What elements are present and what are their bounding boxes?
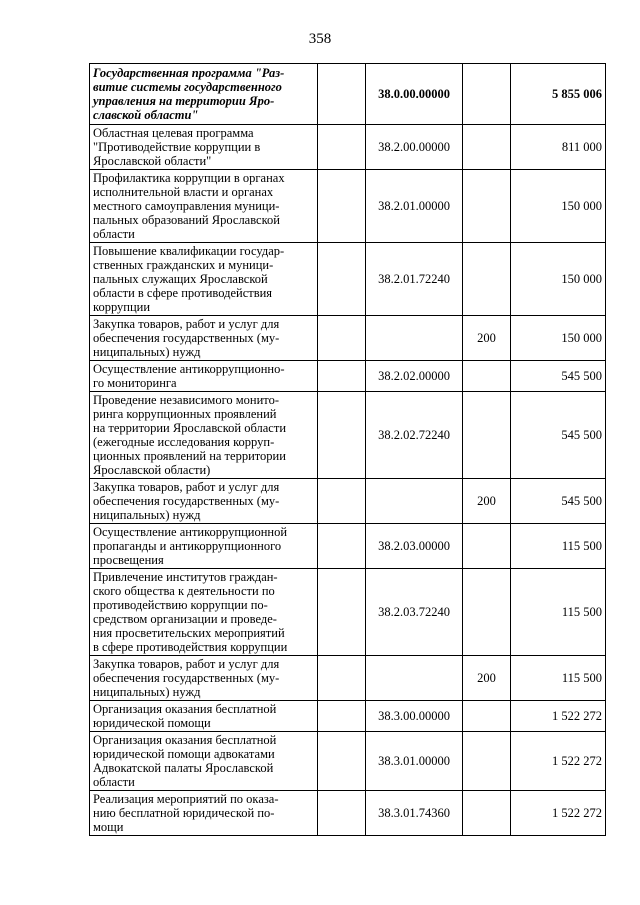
table-row <box>90 64 606 125</box>
row-name-cell: Проведение независимого монито- ринга коррупционных проявлений на территории Ярославской области (ежегодные исследования корруп- ционных проявлений на территории Ярославской области) <box>90 392 318 479</box>
row-subsection-cell <box>318 479 366 524</box>
table-row <box>90 125 606 170</box>
row-subsection-cell <box>318 392 366 479</box>
row-expense-type-cell: 200 <box>463 656 511 701</box>
row-expense-type-cell <box>463 64 511 125</box>
row-name-cell: Государственная программа "Раз- витие системы государственного управления на территории Яро- славской области" <box>90 64 318 125</box>
row-subsection-cell <box>318 732 366 791</box>
row-code-cell: 38.0.00.00000 <box>366 64 463 125</box>
row-name-cell: Организация оказания бесплатной юридической помощи адвокатами Адвокатской палаты Ярославской области <box>90 732 318 791</box>
row-amount-cell: 5 855 006 <box>511 64 606 125</box>
row-subsection-cell <box>318 170 366 243</box>
budget-table <box>89 63 606 836</box>
row-expense-type-cell <box>463 524 511 569</box>
table-row <box>90 316 606 361</box>
row-subsection-cell <box>318 316 366 361</box>
table-row <box>90 701 606 732</box>
row-expense-type-cell <box>463 732 511 791</box>
row-code-cell: 38.3.01.74360 <box>366 791 463 836</box>
row-code-cell: 38.2.02.00000 <box>366 361 463 392</box>
row-expense-type-cell <box>463 361 511 392</box>
row-subsection-cell <box>318 64 366 125</box>
row-code-cell <box>366 656 463 701</box>
row-subsection-cell <box>318 701 366 732</box>
table-row <box>90 524 606 569</box>
row-amount-cell: 545 500 <box>511 392 606 479</box>
table-row <box>90 656 606 701</box>
row-amount-cell: 115 500 <box>511 656 606 701</box>
row-amount-cell: 1 522 272 <box>511 701 606 732</box>
row-name-cell: Закупка товаров, работ и услуг для обеспечения государственных (му- ниципальных) нужд <box>90 479 318 524</box>
row-expense-type-cell <box>463 701 511 732</box>
row-subsection-cell <box>318 243 366 316</box>
table-row <box>90 361 606 392</box>
row-code-cell: 38.3.00.00000 <box>366 701 463 732</box>
row-expense-type-cell <box>463 392 511 479</box>
row-code-cell: 38.2.02.72240 <box>366 392 463 479</box>
table-row <box>90 392 606 479</box>
row-amount-cell: 115 500 <box>511 569 606 656</box>
table-row <box>90 479 606 524</box>
page-number: 358 <box>308 31 332 47</box>
row-code-cell: 38.3.01.00000 <box>366 732 463 791</box>
row-amount-cell: 115 500 <box>511 524 606 569</box>
row-code-cell <box>366 316 463 361</box>
row-expense-type-cell: 200 <box>463 479 511 524</box>
row-amount-cell: 811 000 <box>511 125 606 170</box>
row-subsection-cell <box>318 569 366 656</box>
row-code-cell: 38.2.01.72240 <box>366 243 463 316</box>
row-expense-type-cell <box>463 569 511 656</box>
row-expense-type-cell: 200 <box>463 316 511 361</box>
row-amount-cell: 150 000 <box>511 170 606 243</box>
row-amount-cell: 1 522 272 <box>511 791 606 836</box>
row-name-cell: Повышение квалификации государ- ственных гражданских и муници- пальных служащих Ярославской области в сфере противодействия коррупции <box>90 243 318 316</box>
row-subsection-cell <box>318 656 366 701</box>
row-amount-cell: 1 522 272 <box>511 732 606 791</box>
row-name-cell: Организация оказания бесплатной юридической помощи <box>90 701 318 732</box>
row-name-cell: Областная целевая программа "Противодействие коррупции в Ярославской области" <box>90 125 318 170</box>
row-amount-cell: 545 500 <box>511 361 606 392</box>
row-expense-type-cell <box>463 170 511 243</box>
row-subsection-cell <box>318 125 366 170</box>
row-subsection-cell <box>318 791 366 836</box>
row-name-cell: Осуществление антикоррупционно- го мониторинга <box>90 361 318 392</box>
row-name-cell: Профилактика коррупции в органах исполнительной власти и органах местного самоуправления муници- пальных образований Ярославской области <box>90 170 318 243</box>
row-name-cell: Закупка товаров, работ и услуг для обеспечения государственных (му- ниципальных) нужд <box>90 316 318 361</box>
table-row <box>90 170 606 243</box>
table-row <box>90 243 606 316</box>
row-code-cell: 38.2.03.00000 <box>366 524 463 569</box>
table-body <box>90 64 606 836</box>
row-code-cell: 38.2.01.00000 <box>366 170 463 243</box>
row-expense-type-cell <box>463 243 511 316</box>
table-row <box>90 732 606 791</box>
row-amount-cell: 150 000 <box>511 316 606 361</box>
row-code-cell: 38.2.03.72240 <box>366 569 463 656</box>
row-subsection-cell <box>318 361 366 392</box>
row-name-cell: Осуществление антикоррупционной пропаганды и антикоррупционного просвещения <box>90 524 318 569</box>
row-code-cell <box>366 479 463 524</box>
row-name-cell: Реализация мероприятий по оказа- нию бесплатной юридической по- мощи <box>90 791 318 836</box>
row-code-cell: 38.2.00.00000 <box>366 125 463 170</box>
row-expense-type-cell <box>463 125 511 170</box>
table-row <box>90 791 606 836</box>
row-subsection-cell <box>318 524 366 569</box>
row-amount-cell: 150 000 <box>511 243 606 316</box>
row-expense-type-cell <box>463 791 511 836</box>
row-name-cell: Закупка товаров, работ и услуг для обеспечения государственных (му- ниципальных) нужд <box>90 656 318 701</box>
row-name-cell: Привлечение институтов граждан- ского общества к деятельности по противодействию коррупции по- средством организации и проведе- ния просветительских мероприятий в сфере противодействия коррупции <box>90 569 318 656</box>
table-row <box>90 569 606 656</box>
row-amount-cell: 545 500 <box>511 479 606 524</box>
